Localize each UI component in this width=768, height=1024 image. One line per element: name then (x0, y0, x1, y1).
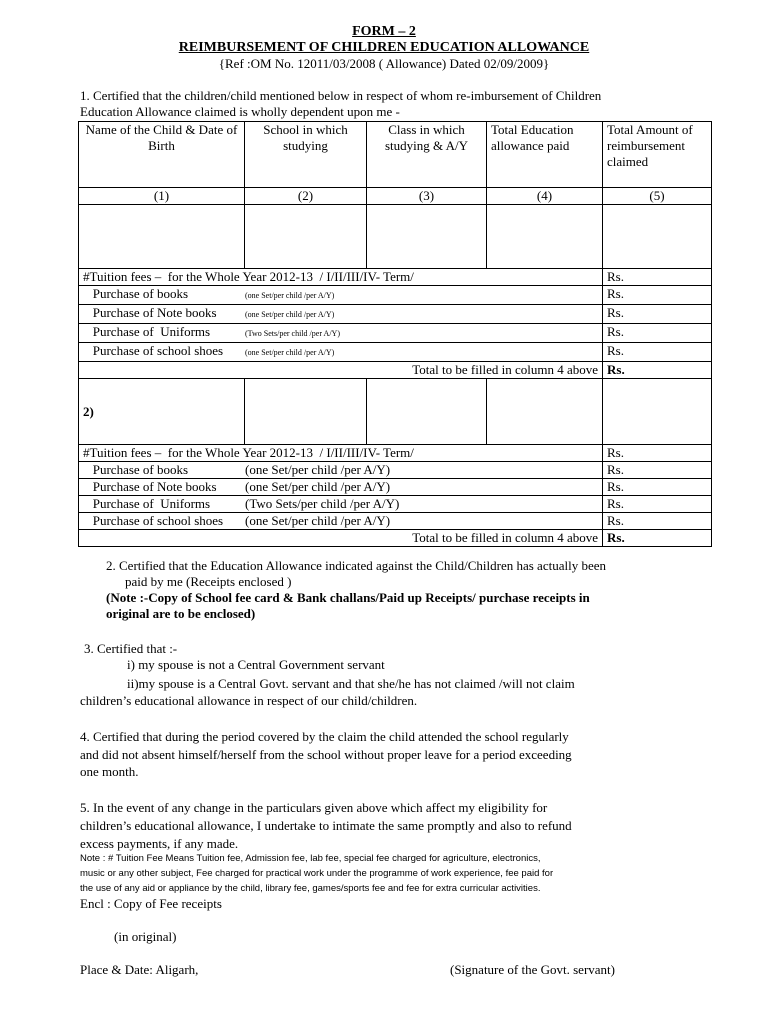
header-cell: School in which studying (245, 122, 367, 188)
fee-note: (one Set/per child /per A/Y) (245, 348, 335, 357)
rs-cell: Rs. (603, 496, 712, 513)
child2-allowance-cell[interactable] (487, 379, 603, 445)
fee-label: Purchase of books (83, 462, 189, 477)
header-cell: Total Amount of reimbursement claimed (603, 122, 712, 188)
rs-cell: Rs. (603, 462, 712, 479)
header-cell: Class in which studying & A/Y (367, 122, 487, 188)
child2-class-cell[interactable] (367, 379, 487, 445)
child2-total-row (79, 530, 712, 547)
child1-fee-row (79, 286, 712, 305)
rs-cell: Rs. (603, 286, 712, 305)
fee-note: (one Set/per child /per A/Y) (245, 513, 391, 528)
total-rs: Rs. (603, 530, 712, 547)
para4-line2: and did not absent himself/herself from the school without proper leave for a period exceeding (80, 747, 572, 762)
fee-note: (Two Sets/per child /per A/Y) (245, 329, 340, 338)
fee-note: (one Set/per child /per A/Y) (245, 479, 391, 494)
rs-cell: Rs. (603, 479, 712, 496)
child1-fee-row (79, 343, 712, 362)
child1-class-cell[interactable] (367, 205, 487, 269)
form-title: REIMBURSEMENT OF CHILDREN EDUCATION ALLOWANCE (178, 40, 590, 55)
rs-cell: Rs. (603, 445, 712, 462)
fee-note: (one Set/per child /per A/Y) (245, 462, 391, 477)
note-line1: Note : # Tuition Fee Means Tuition fee, Admission fee, lab fee, special fee charged for agriculture, electronics, (80, 853, 541, 864)
para3-option2-cont: children’s educational allowance in respect of our child/children. (80, 693, 418, 708)
para2-line2: paid by me (Receipts enclosed ) (125, 574, 292, 589)
form-number: FORM – 2 (352, 24, 416, 39)
para5-line1: 5. In the event of any change in the particulars given above which affect my eligibility for (80, 800, 548, 815)
total-label: Total to be filled in column 4 above (79, 530, 603, 547)
fee-label: Purchase of school shoes (83, 513, 224, 528)
total-rs: Rs. (603, 362, 712, 379)
claim-table (78, 121, 712, 547)
para4-line1: 4. Certified that during the period covered by the claim the child attended the school regularly (80, 729, 569, 744)
child2-entry-row (79, 379, 712, 445)
header-cell: Total Education allowance paid (487, 122, 603, 188)
child2-school-cell[interactable] (245, 379, 367, 445)
fee-label: Purchase of Note books (83, 479, 217, 494)
rs-cell: Rs. (603, 269, 712, 286)
header-row (79, 122, 712, 188)
child1-school-cell[interactable] (245, 205, 367, 269)
col-number: (1) (79, 188, 245, 205)
para2-note-line2: original are to be enclosed) (106, 606, 256, 621)
in-original: (in original) (114, 929, 177, 944)
note-line3: the use of any aid or appliance by the child, library fee, games/sports fee and fee for extra curricular activities. (80, 883, 541, 894)
rs-cell: Rs. (603, 513, 712, 530)
col-number: (4) (487, 188, 603, 205)
para3-heading: 3. Certified that :- (84, 641, 178, 656)
fee-note: (one Set/per child /per A/Y) (245, 291, 335, 300)
total-label: Total to be filled in column 4 above (79, 362, 603, 379)
rs-cell: Rs. (603, 343, 712, 362)
enclosure-line: Encl : Copy of Fee receipts (80, 896, 222, 911)
child2-label: 2) (79, 379, 245, 445)
child1-amount-cell[interactable] (603, 205, 712, 269)
child1-name-cell[interactable] (79, 205, 245, 269)
fee-label: Purchase of Uniforms (83, 496, 211, 511)
para5-line3: excess payments, if any made. (80, 836, 239, 851)
para1-line2: Education Allowance claimed is wholly dependent upon me - (80, 104, 400, 119)
child1-entry-row (79, 205, 712, 269)
fee-label: #Tuition fees – for the Whole Year 2012-13 / I/II/III/IV- Term/ (79, 269, 603, 286)
para2-note-line1: (Note :-Copy of School fee card & Bank challans/Paid up Receipts/ purchase receipts in (106, 590, 590, 605)
para2-line1: 2. Certified that the Education Allowance indicated against the Child/Children has actually been (106, 558, 606, 573)
fee-label: Purchase of books (83, 286, 189, 301)
child1-allowance-cell[interactable] (487, 205, 603, 269)
note-line2: music or any other subject, Fee charged for practical work under the programme of work experience, fee paid for (80, 868, 554, 879)
col-number: (2) (245, 188, 367, 205)
child2-fee-row (79, 513, 712, 530)
place-date: Place & Date: Aligarh, (80, 962, 199, 977)
child2-fee-row (79, 479, 712, 496)
para3-option1: i) my spouse is not a Central Government servant (127, 657, 385, 672)
child1-fee-row (79, 324, 712, 343)
fee-note: (Two Sets/per child /per A/Y) (245, 496, 400, 511)
rs-cell: Rs. (603, 305, 712, 324)
child2-amount-cell[interactable] (603, 379, 712, 445)
fee-label: Purchase of Note books (83, 305, 217, 320)
para3-option2: ii)my spouse is a Central Govt. servant and that she/he has not claimed /will not claim (127, 676, 575, 691)
fee-label: Purchase of Uniforms (83, 324, 211, 339)
header-cell: Name of the Child & Date of Birth (79, 122, 245, 188)
child2-fee-row (79, 445, 712, 462)
signature-label: (Signature of the Govt. servant) (450, 962, 615, 977)
fee-label: #Tuition fees – for the Whole Year 2012-13 / I/II/III/IV- Term/ (79, 445, 603, 462)
child2-fee-row (79, 496, 712, 513)
reference-line: {Ref :OM No. 12011/03/2008 ( Allowance) Dated 02/09/2009} (218, 56, 550, 71)
child1-total-row (79, 362, 712, 379)
column-number-row (79, 188, 712, 205)
fee-note: (one Set/per child /per A/Y) (245, 310, 335, 319)
child1-fee-row (79, 305, 712, 324)
child1-fee-row (79, 269, 712, 286)
para5-line2: children’s educational allowance, I undertake to intimate the same promptly and also to refund (80, 818, 572, 833)
col-number: (3) (367, 188, 487, 205)
rs-cell: Rs. (603, 324, 712, 343)
col-number: (5) (603, 188, 712, 205)
fee-label: Purchase of school shoes (83, 343, 224, 358)
para4-line3: one month. (80, 764, 139, 779)
child2-fee-row (79, 462, 712, 479)
para1-line1: 1. Certified that the children/child mentioned below in respect of whom re-imbursement of Children (80, 88, 602, 103)
